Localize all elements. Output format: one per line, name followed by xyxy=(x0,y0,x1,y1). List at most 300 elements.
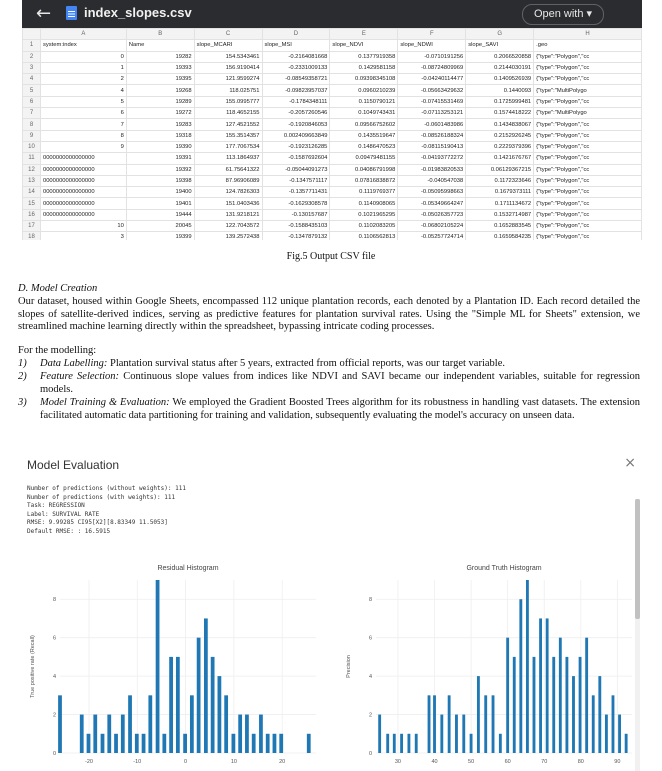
row-number[interactable]: 14 xyxy=(23,187,41,198)
stats-line: Task: REGRESSION xyxy=(27,502,85,510)
row-number[interactable]: 8 xyxy=(23,119,41,130)
table-cell[interactable]: 0.09566752602 xyxy=(330,119,398,130)
histogram-bar xyxy=(107,715,111,753)
ground-truth-histogram-chart xyxy=(338,556,638,771)
row-number[interactable]: 1 xyxy=(23,40,41,51)
table-cell[interactable]: 0.1409526939 xyxy=(466,74,534,85)
table-cell[interactable]: 0000000000000000 xyxy=(40,164,126,175)
y-tick-label: 8 xyxy=(52,597,56,604)
histogram-bar xyxy=(114,734,118,753)
table-cell[interactable]: -0.05257724714 xyxy=(398,232,466,240)
histogram-bar xyxy=(572,676,575,753)
histogram-bar xyxy=(492,695,495,753)
table-cell[interactable]: -0.2164081668 xyxy=(262,51,330,62)
histogram-bar xyxy=(259,715,263,753)
table-cell[interactable]: {"type":"Polygon","cc xyxy=(534,221,642,232)
table-cell[interactable]: 0.06129367215 xyxy=(466,164,534,175)
histogram-bar xyxy=(218,676,222,753)
table-cell[interactable]: 19390 xyxy=(126,141,194,152)
table-cell[interactable]: 19400 xyxy=(126,187,194,198)
table-cell[interactable]: 19391 xyxy=(126,153,194,164)
column-header[interactable]: B xyxy=(126,29,194,40)
table-cell[interactable]: 131.9218121 xyxy=(194,209,262,220)
row-number[interactable]: 15 xyxy=(23,198,41,209)
table-cell[interactable]: 0000000000000000 xyxy=(40,175,126,186)
row-number[interactable]: 5 xyxy=(23,85,41,96)
table-cell[interactable]: 19401 xyxy=(126,198,194,209)
column-header[interactable]: D xyxy=(262,29,330,40)
histogram-bar xyxy=(142,734,146,753)
column-header[interactable]: A xyxy=(40,29,126,40)
table-cell[interactable]: 6 xyxy=(40,108,126,119)
table-row xyxy=(23,51,642,62)
table-cell[interactable]: {"type":"Polygon","cc xyxy=(534,62,642,73)
table-cell[interactable]: 0000000000000000 xyxy=(40,187,126,198)
row-number[interactable]: 16 xyxy=(23,209,41,220)
table-cell[interactable]: 19283 xyxy=(126,119,194,130)
table-cell[interactable]: 4 xyxy=(40,85,126,96)
row-number[interactable]: 9 xyxy=(23,130,41,141)
table-cell[interactable]: 0.1021965295 xyxy=(330,209,398,220)
table-cell[interactable]: {"type":"Polygon","cc xyxy=(534,209,642,220)
table-cell[interactable]: 0.002409663849 xyxy=(262,130,330,141)
table-cell[interactable]: {"type":"Polygon","cc xyxy=(534,164,642,175)
table-cell[interactable]: 19318 xyxy=(126,130,194,141)
table-row xyxy=(23,85,642,96)
histogram-bar xyxy=(400,734,403,753)
table-row xyxy=(23,74,642,85)
y-tick-label: 4 xyxy=(368,674,372,681)
histogram-bar xyxy=(477,676,480,753)
table-cell[interactable]: 20045 xyxy=(126,221,194,232)
csv-viewer-screenshot xyxy=(22,0,642,240)
figure-caption: Fig.5 Output CSV file xyxy=(286,251,376,262)
table-cell[interactable]: 19399 xyxy=(126,232,194,240)
table-cell[interactable]: 2 xyxy=(40,74,126,85)
histogram-bar xyxy=(448,695,451,753)
evaluation-stats xyxy=(27,485,186,537)
list-item-title: Feature Selection: xyxy=(40,371,120,382)
stats-line: Label: SURVIVAL RATE xyxy=(27,510,100,518)
y-tick-label: 2 xyxy=(368,712,372,719)
row-number[interactable]: 3 xyxy=(23,62,41,73)
csv-table xyxy=(22,28,642,240)
histogram-bar xyxy=(169,657,173,753)
table-cell[interactable]: 0.1172323646 xyxy=(466,175,534,186)
table-cell[interactable]: -0.2057260546 xyxy=(262,108,330,119)
table-cell[interactable]: 0.09479481155 xyxy=(330,153,398,164)
table-cell[interactable]: -0.08724809969 xyxy=(398,62,466,73)
histogram-bar xyxy=(559,638,562,753)
table-cell[interactable]: {"type":"Polygon","cc xyxy=(534,74,642,85)
histogram-bar xyxy=(266,734,270,753)
list-item-text: Continuous slope values from indices like NDVI and SAVI became our independent variables, suitable for regression models. xyxy=(40,371,641,395)
row-number[interactable]: 12 xyxy=(23,164,41,175)
x-tick-label: 30 xyxy=(394,759,402,765)
table-cell[interactable]: -0.07113253121 xyxy=(398,108,466,119)
table-cell[interactable]: -0.08526188324 xyxy=(398,130,466,141)
table-cell[interactable]: 0.2144030191 xyxy=(466,62,534,73)
table-cell[interactable]: 1 xyxy=(40,62,126,73)
histogram-bar xyxy=(470,734,473,753)
table-cell[interactable]: 0.1434838067 xyxy=(466,119,534,130)
table-cell[interactable]: 8 xyxy=(40,130,126,141)
histogram-bar xyxy=(58,695,62,753)
y-tick-label: 0 xyxy=(368,751,372,757)
histogram-bar xyxy=(484,695,487,753)
table-cell[interactable]: -0.1588435103 xyxy=(262,221,330,232)
table-cell[interactable]: 0000000000000000 xyxy=(40,198,126,209)
y-tick-label: 6 xyxy=(52,635,56,642)
table-cell[interactable]: 177.7067534 xyxy=(194,141,262,152)
table-cell[interactable]: Name xyxy=(126,40,194,51)
table-cell[interactable]: system:index xyxy=(40,40,126,51)
list-item-number: 2) xyxy=(18,371,27,382)
table-cell[interactable]: slope_MCARI xyxy=(194,40,262,51)
table-cell[interactable]: 155.0995777 xyxy=(194,96,262,107)
table-cell[interactable]: 87.96906089 xyxy=(194,175,262,186)
y-tick-label: 2 xyxy=(52,712,56,719)
table-cell[interactable]: -0.05095998663 xyxy=(398,187,466,198)
table-cell[interactable]: 19444 xyxy=(126,209,194,220)
histogram-bar xyxy=(183,734,187,753)
table-cell[interactable]: 19395 xyxy=(126,74,194,85)
table-cell[interactable]: 10 xyxy=(40,221,126,232)
histogram-bar xyxy=(585,638,588,753)
row-number[interactable]: 11 xyxy=(23,153,41,164)
row-number[interactable]: 4 xyxy=(23,74,41,85)
list-item-title: Model Training & Evaluation: xyxy=(40,397,170,408)
histogram-bar xyxy=(415,734,418,753)
table-cell[interactable]: 0.1102083205 xyxy=(330,221,398,232)
table-cell[interactable]: {"type":"Polygon","cc xyxy=(534,175,642,186)
chart-title: Residual Histogram xyxy=(157,565,219,572)
table-cell[interactable]: -0.1923126285 xyxy=(262,141,330,152)
table-cell[interactable]: -0.0710191256 xyxy=(398,51,466,62)
table-row xyxy=(23,221,642,232)
table-cell[interactable]: .geo xyxy=(534,40,642,51)
histogram-bar xyxy=(506,638,509,753)
x-tick-label: 0 xyxy=(184,759,188,765)
table-cell[interactable]: -0.1920846053 xyxy=(262,119,330,130)
table-cell[interactable]: -0.05026357723 xyxy=(398,209,466,220)
histogram-bar xyxy=(433,695,436,753)
histogram-bar xyxy=(428,695,431,753)
histogram-bar xyxy=(204,618,208,753)
table-row xyxy=(23,62,642,73)
table-cell[interactable]: {"type":"Polygon","cc xyxy=(534,198,642,209)
table-cell[interactable]: -0.1629308578 xyxy=(262,198,330,209)
table-cell[interactable]: 0.1421676767 xyxy=(466,153,534,164)
y-axis-label: True positive rate (Recall) xyxy=(30,635,36,698)
table-cell[interactable]: -0.01983820533 xyxy=(398,164,466,175)
row-number[interactable]: 18 xyxy=(23,232,41,240)
table-cell[interactable]: 3 xyxy=(40,232,126,240)
table-cell[interactable]: 61.75641322 xyxy=(194,164,262,175)
table-cell[interactable]: -0.1347571117 xyxy=(262,175,330,186)
table-cell[interactable]: 0.1377919358 xyxy=(330,51,398,62)
table-cell[interactable]: 151.0403436 xyxy=(194,198,262,209)
table-cell[interactable]: 0.1652883545 xyxy=(466,221,534,232)
column-header-row xyxy=(23,29,642,40)
histogram-bar xyxy=(386,734,389,753)
column-header[interactable]: C xyxy=(194,29,262,40)
section-heading: D. Model Creation xyxy=(18,283,98,294)
close-icon[interactable]: × xyxy=(624,455,636,471)
table-cell[interactable]: 0.1679373111 xyxy=(466,187,534,198)
table-cell[interactable]: 0.09398345108 xyxy=(330,74,398,85)
table-cell[interactable]: slope_MSI xyxy=(262,40,330,51)
table-cell[interactable]: -0.05663429632 xyxy=(398,85,466,96)
stats-line: Default RMSE: : 16.5915 xyxy=(27,527,111,535)
table-cell[interactable]: 155.3514357 xyxy=(194,130,262,141)
table-cell[interactable]: 0.1532714987 xyxy=(466,209,534,220)
table-cell[interactable]: 0.1119769377 xyxy=(330,187,398,198)
histogram-bar xyxy=(440,715,443,753)
histogram-bar xyxy=(93,715,97,753)
histogram-bar xyxy=(579,657,582,753)
table-cell[interactable]: 0000000000000000 xyxy=(40,209,126,220)
histogram-bar xyxy=(101,734,105,753)
table-cell[interactable]: {"type":"Polygon","cc xyxy=(534,96,642,107)
arrow-left-icon[interactable]: ← xyxy=(36,3,52,24)
stats-line: RMSE: 9.99285 CI95[X2][8.83349 11.5053] xyxy=(27,519,168,527)
x-tick-label: 90 xyxy=(614,759,621,765)
table-cell[interactable]: -0.08115190413 xyxy=(398,141,466,152)
table-cell[interactable]: -0.05349664247 xyxy=(398,198,466,209)
table-cell[interactable]: {"type":"Polygon","cc xyxy=(534,153,642,164)
histogram-bar xyxy=(526,580,529,753)
table-cell[interactable]: 0.1150790121 xyxy=(330,96,398,107)
viewer-toolbar xyxy=(22,0,642,28)
histogram-bar xyxy=(307,734,311,753)
x-tick-label: 20 xyxy=(279,759,286,765)
list-item-text: Plantation survival status after 5 years, extracted from official reports, was our target variable. xyxy=(107,358,505,369)
histogram-bar xyxy=(128,695,132,753)
table-cell[interactable]: -0.1347879132 xyxy=(262,232,330,240)
caret-down-icon: ▾ xyxy=(586,8,593,20)
table-cell[interactable]: -0.0601483986 xyxy=(398,119,466,130)
table-cell[interactable]: 5 xyxy=(40,96,126,107)
chart-title: Ground Truth Histogram xyxy=(466,565,542,572)
table-cell[interactable]: 0.1659584235 xyxy=(466,232,534,240)
table-cell[interactable]: -0.2331009133 xyxy=(262,62,330,73)
row-number[interactable]: 2 xyxy=(23,51,41,62)
y-axis-label: Precision xyxy=(346,655,352,678)
table-cell[interactable]: -0.040547038 xyxy=(398,175,466,186)
table-cell[interactable]: -0.1587692604 xyxy=(262,153,330,164)
table-cell[interactable]: 0.2229379396 xyxy=(466,141,534,152)
column-header[interactable]: F xyxy=(398,29,466,40)
dialog-title: Model Evaluation xyxy=(27,458,120,472)
column-header[interactable]: H xyxy=(534,29,642,40)
table-row xyxy=(23,232,642,240)
table-cell[interactable]: 0.1140908065 xyxy=(330,198,398,209)
histogram-bar xyxy=(273,734,277,753)
row-number[interactable]: 6 xyxy=(23,96,41,107)
x-tick-label: 70 xyxy=(541,759,548,765)
histogram-bar xyxy=(546,618,549,753)
row-number[interactable]: 13 xyxy=(23,175,41,186)
table-cell[interactable]: 0000000000000000 xyxy=(40,153,126,164)
histogram-bar xyxy=(135,734,139,753)
table-cell[interactable]: 113.1864937 xyxy=(194,153,262,164)
table-cell[interactable]: 19289 xyxy=(126,96,194,107)
y-tick-label: 6 xyxy=(368,635,372,642)
table-cell[interactable]: slope_NDVI xyxy=(330,40,398,51)
open-with-label: Open with xyxy=(533,8,584,20)
table-cell[interactable]: -0.1784348111 xyxy=(262,96,330,107)
histogram-bar xyxy=(148,695,152,753)
histogram-bar xyxy=(245,715,249,753)
table-cell[interactable]: 19282 xyxy=(126,51,194,62)
table-row xyxy=(23,187,642,198)
table-row xyxy=(23,96,642,107)
row-number[interactable]: 10 xyxy=(23,141,41,152)
list-item-text: We employed the Gradient Boosted Trees algorithm for its robustness in handling vast datasets. The extension facilitated automatic data partitioning for training and validation, subsequently evaluating the model's accuracy on unseen data. xyxy=(40,397,640,421)
x-tick-label: -10 xyxy=(133,759,142,765)
table-cell[interactable]: {"type":"Polygon","cc xyxy=(534,51,642,62)
table-cell[interactable]: slope_NDWI xyxy=(398,40,466,51)
histogram-bar xyxy=(625,734,628,753)
histogram-bar xyxy=(618,715,621,753)
table-cell[interactable]: 9 xyxy=(40,141,126,152)
row-number[interactable]: 17 xyxy=(23,221,41,232)
histogram-bar xyxy=(533,657,536,753)
table-cell[interactable]: slope_SAVI xyxy=(466,40,534,51)
histogram-bar xyxy=(598,676,601,753)
histogram-bar xyxy=(156,580,160,753)
table-cell[interactable]: 19398 xyxy=(126,175,194,186)
file-name: index_slopes.csv xyxy=(84,5,192,20)
histogram-bar xyxy=(190,695,194,753)
table-cell[interactable]: 19268 xyxy=(126,85,194,96)
table-row xyxy=(23,108,642,119)
x-tick-label: 10 xyxy=(230,759,237,765)
table-cell[interactable]: -0.1357711431 xyxy=(262,187,330,198)
table-cell[interactable]: 0.1435519647 xyxy=(330,130,398,141)
table-cell[interactable]: -0.04193772272 xyxy=(398,153,466,164)
list-intro: For the modelling: xyxy=(18,345,97,356)
y-tick-label: 0 xyxy=(52,751,56,757)
select-all-corner[interactable] xyxy=(23,29,41,40)
table-cell[interactable]: 0.1725999481 xyxy=(466,96,534,107)
table-cell[interactable]: {"type":"MultiPolygo xyxy=(534,85,642,96)
list-item-number: 3) xyxy=(18,397,27,408)
histogram-bar xyxy=(519,599,522,753)
histogram-bar xyxy=(176,657,180,753)
table-cell[interactable]: {"type":"Polygon","cc xyxy=(534,130,642,141)
table-cell[interactable]: {"type":"Polygon","cc xyxy=(534,232,642,240)
table-cell[interactable]: 0.0960210239 xyxy=(330,85,398,96)
table-cell[interactable]: 122.7043572 xyxy=(194,221,262,232)
histogram-bar xyxy=(211,657,215,753)
table-cell[interactable]: {"type":"Polygon","cc xyxy=(534,119,642,130)
histogram-bar xyxy=(407,734,410,753)
x-tick-label: 40 xyxy=(431,759,438,765)
table-cell[interactable]: 0.1711134672 xyxy=(466,198,534,209)
table-cell[interactable]: 0.2066520858 xyxy=(466,51,534,62)
table-cell[interactable]: 118.025751 xyxy=(194,85,262,96)
sheets-file-icon xyxy=(66,6,77,20)
y-tick-label: 4 xyxy=(52,674,56,681)
table-cell[interactable]: 19392 xyxy=(126,164,194,175)
histogram-bar xyxy=(80,715,84,753)
column-header[interactable]: G xyxy=(466,29,534,40)
histogram-bar xyxy=(252,734,256,753)
table-cell[interactable]: 0.1049743431 xyxy=(330,108,398,119)
table-row xyxy=(23,40,642,51)
table-cell[interactable]: 0 xyxy=(40,51,126,62)
stats-line: Number of predictions (with weights): 111 xyxy=(27,493,176,501)
table-cell[interactable]: 139.2572438 xyxy=(194,232,262,240)
table-cell[interactable]: {"type":"MultiPolygo xyxy=(534,108,642,119)
table-cell[interactable]: -0.130157687 xyxy=(262,209,330,220)
table-cell[interactable]: -0.05044091273 xyxy=(262,164,330,175)
row-number[interactable]: 7 xyxy=(23,108,41,119)
table-cell[interactable]: 127.4521552 xyxy=(194,119,262,130)
table-row xyxy=(23,130,642,141)
table-cell[interactable]: 118.4652155 xyxy=(194,108,262,119)
x-tick-label: 80 xyxy=(577,759,584,765)
table-row xyxy=(23,119,642,130)
table-row xyxy=(23,198,642,209)
table-cell[interactable]: 19393 xyxy=(126,62,194,73)
x-tick-label: 50 xyxy=(468,759,475,765)
table-cell[interactable]: -0.07415531469 xyxy=(398,96,466,107)
table-cell[interactable]: 0.07816838872 xyxy=(330,175,398,186)
model-evaluation-dialog xyxy=(18,452,642,771)
table-cell[interactable]: -0.04240114477 xyxy=(398,74,466,85)
table-cell[interactable]: -0.06802105224 xyxy=(398,221,466,232)
table-cell[interactable]: 7 xyxy=(40,119,126,130)
histogram-bar xyxy=(279,734,283,753)
table-row xyxy=(23,164,642,175)
histogram-bar xyxy=(592,695,595,753)
table-row xyxy=(23,175,642,186)
table-cell[interactable]: 124.7826303 xyxy=(194,187,262,198)
histogram-bar xyxy=(393,734,396,753)
stats-line: Number of predictions (without weights): 111 xyxy=(27,485,186,492)
column-header[interactable]: E xyxy=(330,29,398,40)
table-cell[interactable]: 0.2152926245 xyxy=(466,130,534,141)
table-cell[interactable]: -0.08549358721 xyxy=(262,74,330,85)
table-cell[interactable]: 19272 xyxy=(126,108,194,119)
table-cell[interactable]: 0.1429581158 xyxy=(330,62,398,73)
open-with-button[interactable] xyxy=(522,4,604,25)
histogram-bar xyxy=(565,657,568,753)
table-cell[interactable]: 0.1106562813 xyxy=(330,232,398,240)
table-cell[interactable]: 0.1486470523 xyxy=(330,141,398,152)
histogram-bar xyxy=(539,618,542,753)
list-item xyxy=(18,358,640,371)
table-cell[interactable]: {"type":"Polygon","cc xyxy=(534,187,642,198)
histogram-bar xyxy=(455,715,458,753)
table-cell[interactable]: 121.9599274 xyxy=(194,74,262,85)
table-cell[interactable]: 156.9190414 xyxy=(194,62,262,73)
list-item xyxy=(18,371,640,396)
table-cell[interactable]: 0.1574418222 xyxy=(466,108,534,119)
histogram-bar xyxy=(605,715,608,753)
table-cell[interactable]: -0.09823957037 xyxy=(262,85,330,96)
list-item-number: 1) xyxy=(18,358,27,369)
table-cell[interactable]: {"type":"Polygon","cc xyxy=(534,141,642,152)
table-cell[interactable]: 0.1440093 xyxy=(466,85,534,96)
spreadsheet-grid[interactable] xyxy=(22,28,642,240)
table-cell[interactable]: 154.5343461 xyxy=(194,51,262,62)
table-cell[interactable]: 0.04086791998 xyxy=(330,164,398,175)
histogram-bar xyxy=(612,695,615,753)
